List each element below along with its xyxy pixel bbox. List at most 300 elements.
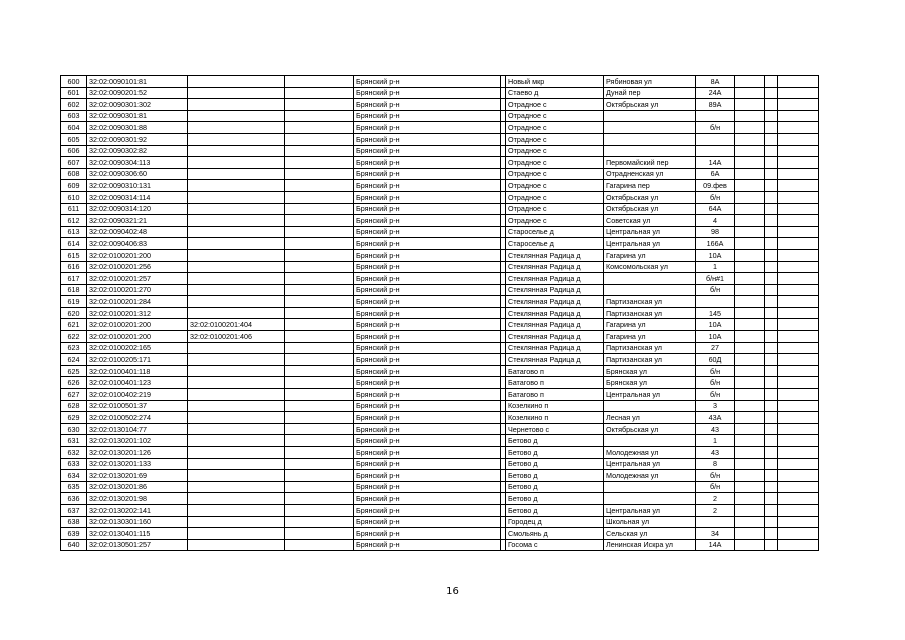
cell-linked-cadastral-number (188, 157, 285, 169)
cell-empty-col-a (285, 307, 354, 319)
cell-linked-cadastral-number (188, 76, 285, 88)
table-row (61, 447, 819, 459)
cell-empty-col-d (778, 168, 819, 180)
cell-empty-col-d (778, 493, 819, 505)
cell-cadastral-number: 32:02:0090402:48 (87, 226, 188, 238)
cell-settlement: Стеклянная Радица д (506, 354, 604, 366)
cell-empty-col-d (778, 354, 819, 366)
cell-empty-col-c (765, 296, 778, 308)
cell-empty-col-b (735, 122, 765, 134)
cell-district: Брянский р-н (354, 273, 501, 285)
cell-house-number: 4 (696, 215, 735, 227)
cell-empty-col-b (735, 145, 765, 157)
cell-empty-col-d (778, 203, 819, 215)
cell-street: Центральная ул (604, 238, 696, 250)
cell-house-number: 8А (696, 76, 735, 88)
cell-linked-cadastral-number (188, 354, 285, 366)
cell-row-index: 620 (61, 307, 87, 319)
cell-linked-cadastral-number (188, 458, 285, 470)
cell-empty-col-c (765, 423, 778, 435)
cell-empty-col-b (735, 377, 765, 389)
cell-house-number (696, 516, 735, 528)
cell-empty-col-a (285, 412, 354, 424)
cell-empty-col-b (735, 389, 765, 401)
cell-cadastral-number: 32:02:0100205:171 (87, 354, 188, 366)
table-row (61, 539, 819, 551)
cell-district: Брянский р-н (354, 377, 501, 389)
cell-settlement: Бетово д (506, 504, 604, 516)
cell-empty-col-b (735, 249, 765, 261)
cell-street (604, 110, 696, 122)
cell-street (604, 122, 696, 134)
cell-empty-col-d (778, 528, 819, 540)
cell-empty-col-c (765, 226, 778, 238)
cell-empty-col-c (765, 435, 778, 447)
cell-cadastral-number: 32:02:0130201:133 (87, 458, 188, 470)
cell-linked-cadastral-number (188, 215, 285, 227)
cell-empty-col-b (735, 528, 765, 540)
cell-house-number: 43 (696, 423, 735, 435)
cell-house-number: 2 (696, 493, 735, 505)
cell-empty-col-a (285, 180, 354, 192)
cell-cadastral-number: 32:02:0090406:83 (87, 238, 188, 250)
cell-row-index: 640 (61, 539, 87, 551)
cell-empty-col-c (765, 389, 778, 401)
cell-settlement: Отрадное с (506, 157, 604, 169)
cell-empty-col-a (285, 168, 354, 180)
cell-cadastral-number: 32:02:0100201:270 (87, 284, 188, 296)
cell-row-index: 633 (61, 458, 87, 470)
cell-linked-cadastral-number (188, 389, 285, 401)
cell-empty-col-b (735, 458, 765, 470)
cell-empty-col-b (735, 342, 765, 354)
cell-settlement: Стеклянная Радица д (506, 331, 604, 343)
cell-empty-col-b (735, 226, 765, 238)
cell-settlement: Стеклянная Радица д (506, 296, 604, 308)
cell-row-index: 606 (61, 145, 87, 157)
cell-settlement: Староселье д (506, 226, 604, 238)
cell-row-index: 628 (61, 400, 87, 412)
cell-row-index: 619 (61, 296, 87, 308)
cell-house-number: 43А (696, 412, 735, 424)
cell-street: Рябиновая ул (604, 76, 696, 88)
cell-street: Лесная ул (604, 412, 696, 424)
register-table (60, 75, 819, 551)
cell-empty-col-d (778, 389, 819, 401)
cell-cadastral-number: 32:02:0100501:37 (87, 400, 188, 412)
cell-empty-col-b (735, 447, 765, 459)
cell-empty-col-c (765, 365, 778, 377)
cell-cadastral-number: 32:02:0090306:60 (87, 168, 188, 180)
cell-cadastral-number: 32:02:0130202:141 (87, 504, 188, 516)
cell-empty-col-a (285, 110, 354, 122)
cell-empty-col-a (285, 528, 354, 540)
cell-district: Брянский р-н (354, 389, 501, 401)
cell-empty-col-d (778, 481, 819, 493)
cell-row-index: 636 (61, 493, 87, 505)
cell-district: Брянский р-н (354, 99, 501, 111)
cell-empty-col-b (735, 215, 765, 227)
cell-settlement: Стеклянная Радица д (506, 307, 604, 319)
cell-district: Брянский р-н (354, 122, 501, 134)
cell-empty-col-a (285, 87, 354, 99)
cell-empty-col-a (285, 215, 354, 227)
table-row (61, 76, 819, 88)
cell-street (604, 435, 696, 447)
cell-settlement: Стаево д (506, 87, 604, 99)
cell-row-index: 607 (61, 157, 87, 169)
cell-row-index: 626 (61, 377, 87, 389)
cell-street: Центральная ул (604, 458, 696, 470)
cell-settlement: Стеклянная Радица д (506, 342, 604, 354)
cell-linked-cadastral-number (188, 365, 285, 377)
cell-linked-cadastral-number (188, 261, 285, 273)
table-row (61, 261, 819, 273)
table-row (61, 481, 819, 493)
cell-linked-cadastral-number (188, 400, 285, 412)
cell-house-number: 1 (696, 261, 735, 273)
cell-empty-col-c (765, 481, 778, 493)
table-row (61, 354, 819, 366)
cell-house-number: 14А (696, 157, 735, 169)
cell-empty-col-a (285, 157, 354, 169)
cell-empty-col-d (778, 331, 819, 343)
cell-cadastral-number: 32:02:0130201:126 (87, 447, 188, 459)
cell-cadastral-number: 32:02:0100201:257 (87, 273, 188, 285)
cell-empty-col-c (765, 203, 778, 215)
cell-empty-col-d (778, 191, 819, 203)
cell-empty-col-b (735, 493, 765, 505)
cell-house-number: б/н (696, 470, 735, 482)
cell-empty-col-a (285, 365, 354, 377)
cell-empty-col-b (735, 516, 765, 528)
cell-row-index: 610 (61, 191, 87, 203)
cell-empty-col-d (778, 76, 819, 88)
cell-empty-col-c (765, 493, 778, 505)
cell-settlement: Стеклянная Радица д (506, 284, 604, 296)
cell-house-number (696, 133, 735, 145)
table-row (61, 145, 819, 157)
cell-house-number: 34 (696, 528, 735, 540)
cell-street (604, 493, 696, 505)
cell-empty-col-d (778, 412, 819, 424)
cell-empty-col-d (778, 458, 819, 470)
cell-house-number: 60Д (696, 354, 735, 366)
cell-district: Брянский р-н (354, 307, 501, 319)
cell-cadastral-number: 32:02:0090101:81 (87, 76, 188, 88)
cell-empty-col-d (778, 307, 819, 319)
cell-linked-cadastral-number (188, 273, 285, 285)
table-row (61, 133, 819, 145)
cell-district: Брянский р-н (354, 145, 501, 157)
cell-settlement: Отрадное с (506, 191, 604, 203)
table-row (61, 284, 819, 296)
cell-linked-cadastral-number (188, 412, 285, 424)
cell-row-index: 639 (61, 528, 87, 540)
cell-linked-cadastral-number (188, 87, 285, 99)
cell-street: Партизанская ул (604, 342, 696, 354)
table-row (61, 493, 819, 505)
cell-row-index: 605 (61, 133, 87, 145)
cell-district: Брянский р-н (354, 400, 501, 412)
cell-row-index: 609 (61, 180, 87, 192)
cell-empty-col-c (765, 122, 778, 134)
cell-settlement: Госома с (506, 539, 604, 551)
cell-empty-col-c (765, 377, 778, 389)
cell-cadastral-number: 32:02:0130201:102 (87, 435, 188, 447)
cell-empty-col-d (778, 145, 819, 157)
cell-empty-col-a (285, 203, 354, 215)
cell-empty-col-a (285, 493, 354, 505)
cell-empty-col-b (735, 180, 765, 192)
cell-empty-col-b (735, 99, 765, 111)
cell-row-index: 613 (61, 226, 87, 238)
cell-empty-col-b (735, 284, 765, 296)
cell-empty-col-d (778, 284, 819, 296)
cell-district: Брянский р-н (354, 504, 501, 516)
cell-empty-col-d (778, 296, 819, 308)
table-row (61, 377, 819, 389)
cell-house-number: 09.фев (696, 180, 735, 192)
cell-empty-col-d (778, 122, 819, 134)
cell-empty-col-c (765, 157, 778, 169)
cell-linked-cadastral-number (188, 168, 285, 180)
cell-empty-col-c (765, 458, 778, 470)
cell-settlement: Староселье д (506, 238, 604, 250)
cell-house-number: 98 (696, 226, 735, 238)
cell-settlement: Батагово п (506, 365, 604, 377)
cell-empty-col-c (765, 215, 778, 227)
cell-empty-col-d (778, 504, 819, 516)
cell-settlement: Бетово д (506, 481, 604, 493)
cell-empty-col-b (735, 400, 765, 412)
cell-settlement: Бетово д (506, 435, 604, 447)
cell-empty-col-a (285, 377, 354, 389)
cell-house-number: 3 (696, 400, 735, 412)
cell-house-number: 64А (696, 203, 735, 215)
cell-empty-col-d (778, 377, 819, 389)
cell-district: Брянский р-н (354, 516, 501, 528)
cell-empty-col-d (778, 447, 819, 459)
cell-linked-cadastral-number (188, 516, 285, 528)
cell-empty-col-a (285, 319, 354, 331)
cell-empty-col-a (285, 191, 354, 203)
cell-street: Октябрьская ул (604, 191, 696, 203)
cell-cadastral-number: 32:02:0090301:92 (87, 133, 188, 145)
cell-settlement: Чернетово с (506, 423, 604, 435)
cell-street: Брянская ул (604, 365, 696, 377)
cell-empty-col-a (285, 435, 354, 447)
cell-district: Брянский р-н (354, 191, 501, 203)
cell-empty-col-a (285, 342, 354, 354)
table-row (61, 168, 819, 180)
cell-empty-col-c (765, 342, 778, 354)
cell-settlement: Отрадное с (506, 110, 604, 122)
cell-linked-cadastral-number (188, 249, 285, 261)
cell-empty-col-c (765, 470, 778, 482)
cell-row-index: 629 (61, 412, 87, 424)
table-row (61, 435, 819, 447)
cell-house-number: 1 (696, 435, 735, 447)
cell-row-index: 637 (61, 504, 87, 516)
cell-cadastral-number: 32:02:0100401:118 (87, 365, 188, 377)
cell-house-number: б/н (696, 284, 735, 296)
cell-district: Брянский р-н (354, 284, 501, 296)
cell-row-index: 630 (61, 423, 87, 435)
cell-empty-col-c (765, 400, 778, 412)
cell-street: Октябрьская ул (604, 99, 696, 111)
cell-row-index: 627 (61, 389, 87, 401)
cell-empty-col-a (285, 226, 354, 238)
cell-linked-cadastral-number: 32:02:0100201:404 (188, 319, 285, 331)
cell-empty-col-d (778, 157, 819, 169)
table-row (61, 528, 819, 540)
table-row (61, 122, 819, 134)
cell-house-number: 24А (696, 87, 735, 99)
cell-settlement: Бетово д (506, 470, 604, 482)
cell-house-number: 10А (696, 319, 735, 331)
cell-district: Брянский р-н (354, 528, 501, 540)
cell-settlement: Отрадное с (506, 145, 604, 157)
cell-cadastral-number: 32:02:0090301:88 (87, 122, 188, 134)
cell-empty-col-a (285, 400, 354, 412)
cell-street: Молодежная ул (604, 447, 696, 459)
table-row (61, 412, 819, 424)
cell-street: Сельская ул (604, 528, 696, 540)
cell-cadastral-number: 32:02:0100201:200 (87, 319, 188, 331)
cell-empty-col-d (778, 435, 819, 447)
table-row (61, 296, 819, 308)
table-row (61, 423, 819, 435)
cell-empty-col-c (765, 539, 778, 551)
table-row (61, 273, 819, 285)
cell-cadastral-number: 32:02:0090321:21 (87, 215, 188, 227)
cell-cadastral-number: 32:02:0130201:86 (87, 481, 188, 493)
cell-empty-col-d (778, 423, 819, 435)
cell-empty-col-c (765, 447, 778, 459)
cell-cadastral-number: 32:02:0130201:69 (87, 470, 188, 482)
cell-empty-col-c (765, 133, 778, 145)
cell-cadastral-number: 32:02:0090301:81 (87, 110, 188, 122)
cell-empty-col-b (735, 261, 765, 273)
cell-district: Брянский р-н (354, 168, 501, 180)
cell-empty-col-b (735, 157, 765, 169)
cell-street: Гагарина пер (604, 180, 696, 192)
cell-empty-col-a (285, 145, 354, 157)
cell-settlement: Бетово д (506, 493, 604, 505)
cell-district: Брянский р-н (354, 365, 501, 377)
table-row (61, 342, 819, 354)
cell-house-number (696, 296, 735, 308)
cell-street: Партизанская ул (604, 307, 696, 319)
cell-empty-col-c (765, 354, 778, 366)
cell-street (604, 284, 696, 296)
cell-empty-col-b (735, 296, 765, 308)
cell-empty-col-d (778, 87, 819, 99)
table-row (61, 470, 819, 482)
cell-district: Брянский р-н (354, 539, 501, 551)
cell-settlement: Батагово п (506, 389, 604, 401)
cell-district: Брянский р-н (354, 110, 501, 122)
cell-house-number: б/н (696, 365, 735, 377)
cell-street (604, 133, 696, 145)
cell-row-index: 611 (61, 203, 87, 215)
cell-empty-col-a (285, 284, 354, 296)
cell-row-index: 621 (61, 319, 87, 331)
cell-street: Партизанская ул (604, 354, 696, 366)
cell-empty-col-a (285, 354, 354, 366)
cell-empty-col-c (765, 412, 778, 424)
cell-empty-col-a (285, 122, 354, 134)
table-row (61, 319, 819, 331)
cell-cadastral-number: 32:02:0100201:200 (87, 331, 188, 343)
cell-empty-col-c (765, 307, 778, 319)
cell-street (604, 273, 696, 285)
cell-empty-col-b (735, 110, 765, 122)
cell-district: Брянский р-н (354, 319, 501, 331)
cell-row-index: 612 (61, 215, 87, 227)
cell-street: Партизанская ул (604, 296, 696, 308)
table-row (61, 99, 819, 111)
cell-empty-col-c (765, 145, 778, 157)
cell-linked-cadastral-number (188, 493, 285, 505)
cell-empty-col-a (285, 447, 354, 459)
cell-district: Брянский р-н (354, 458, 501, 470)
cell-street: Комсомольская ул (604, 261, 696, 273)
cell-linked-cadastral-number (188, 528, 285, 540)
cell-cadastral-number: 32:02:0100201:256 (87, 261, 188, 273)
cell-street (604, 481, 696, 493)
cell-cadastral-number: 32:02:0130301:160 (87, 516, 188, 528)
cell-empty-col-b (735, 481, 765, 493)
cell-district: Брянский р-н (354, 133, 501, 145)
cell-empty-col-c (765, 261, 778, 273)
cell-row-index: 604 (61, 122, 87, 134)
table-row (61, 191, 819, 203)
cell-street: Октябрьская ул (604, 203, 696, 215)
cell-street: Первомайский пер (604, 157, 696, 169)
cell-linked-cadastral-number (188, 435, 285, 447)
cell-row-index: 634 (61, 470, 87, 482)
cell-cadastral-number: 32:02:0100401:123 (87, 377, 188, 389)
cell-empty-col-a (285, 99, 354, 111)
cell-empty-col-c (765, 168, 778, 180)
cell-settlement: Отрадное с (506, 133, 604, 145)
cell-cadastral-number: 32:02:0090314:120 (87, 203, 188, 215)
cell-empty-col-c (765, 516, 778, 528)
cell-row-index: 632 (61, 447, 87, 459)
cell-empty-col-c (765, 249, 778, 261)
cell-district: Брянский р-н (354, 447, 501, 459)
cell-district: Брянский р-н (354, 331, 501, 343)
table-row (61, 458, 819, 470)
cell-house-number: 145 (696, 307, 735, 319)
cell-empty-col-a (285, 481, 354, 493)
cell-empty-col-d (778, 99, 819, 111)
cell-linked-cadastral-number (188, 145, 285, 157)
cell-row-index: 617 (61, 273, 87, 285)
cell-empty-col-a (285, 504, 354, 516)
cell-empty-col-d (778, 342, 819, 354)
cell-row-index: 631 (61, 435, 87, 447)
cell-linked-cadastral-number (188, 481, 285, 493)
cell-linked-cadastral-number (188, 470, 285, 482)
cell-house-number (696, 145, 735, 157)
cell-empty-col-b (735, 365, 765, 377)
cell-row-index: 638 (61, 516, 87, 528)
cell-district: Брянский р-н (354, 481, 501, 493)
cell-cadastral-number: 32:02:0100201:200 (87, 249, 188, 261)
